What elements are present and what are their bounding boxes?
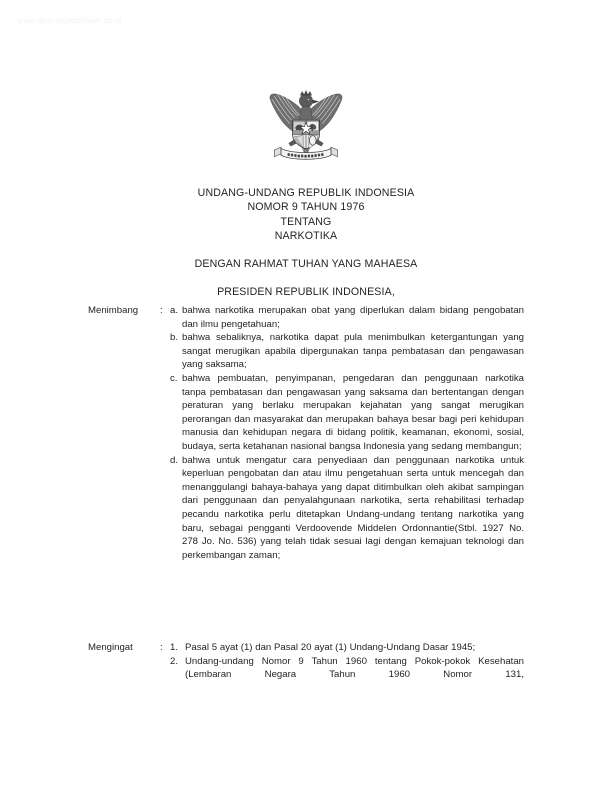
title-spacer-2 [0, 271, 612, 285]
item-text: Pasal 5 ayat (1) dan Pasal 20 ayat (1) Undang-Undang Dasar 1945; [185, 642, 476, 653]
item-marker: c. [170, 372, 178, 384]
invocation-line: DENGAN RAHMAT TUHAN YANG MAHAESA [194, 258, 418, 271]
item-marker: a. [170, 305, 179, 316]
item-text: bahwa sebaliknya, narkotika dapat pula menimbulkan ketergantungan yang sangat merugikan apabila dipergunakan tanpa pembatasan dan pengawasan yang saksama; [182, 332, 524, 371]
menimbang-colon: : [160, 305, 163, 316]
page-title: UNDANG-UNDANG REPUBLIK INDONESIA [197, 187, 415, 199]
document-title-block [0, 186, 612, 300]
title-tentang-label: TENTANG [280, 215, 332, 228]
item-text: bahwa narkotika merupakan obat yang diperlukan dalam bidang pengobatan dan ilmu pengetahuan; [182, 305, 524, 330]
issuing-authority: PRESIDEN REPUBLIK INDONESIA, [217, 286, 395, 299]
site-watermark: www.djpp.depkumham.go.id [17, 16, 122, 25]
item-marker: b. [170, 332, 179, 344]
list-item [170, 641, 524, 655]
menimbang-section [88, 304, 524, 562]
item-marker: 1. [170, 642, 179, 653]
garuda-pancasila-emblem [258, 78, 354, 174]
mengingat-row [88, 641, 524, 682]
document-number: NOMOR 9 TAHUN 1976 [247, 201, 365, 214]
menimbang-item-list [170, 304, 524, 562]
item-marker: 2. [170, 655, 179, 667]
list-item [170, 372, 524, 454]
item-text: Undang-undang Nomor 9 Tahun 1960 tentang Pokok-pokok Kesehatan (Lembaran Negara Tahun 1960 Nomor 131, [185, 655, 524, 681]
title-spacer-1 [0, 243, 612, 257]
menimbang-label: Menimbang [88, 305, 139, 316]
emblem-container [0, 78, 612, 174]
list-item [170, 655, 524, 682]
mengingat-label: Mengingat [88, 642, 133, 653]
mengingat-colon: : [160, 642, 163, 653]
item-text: bahwa untuk mengatur cara penyediaan dan penggunaan narkotika untuk keperluan pengobatan dan atau ilmu pengetahuan serta untuk mencegah dan menanggulangi bahaya-bahaya yang dapat ditimbulkan oleh akibat sampingan dari penggunaan dan penyalahgunaan narkotika, serta rehabilitasi terhadap pecandu narkotika perlu ditetapkan Undang-undang tentang narkotika yang baru, sebagai pengganti Verdoovende Middelen Ordonnantie(Stbl. 1927 No. 278 Jo. No. 536) yang telah tidak sesuai lagi dengan kemajuan teknologi dan perkembangan zaman; [182, 454, 524, 561]
item-marker: d. [170, 454, 179, 466]
list-item [170, 331, 524, 372]
document-subject: NARKOTIKA [274, 229, 338, 242]
menimbang-row [88, 304, 524, 562]
mengingat-section [88, 641, 524, 682]
list-item [170, 304, 524, 331]
item-text: bahwa pembuatan, penyimpanan, pengedaran dan penggunaan narkotika tanpa pembatasan dan pengawasan yang saksama dan bertentangan dengan peraturan yang berlaku merupakan kejahatan yang sangat merugikan perorangan dan masyarakat dan merupakan bahaya besar bagi peri kehidupan manusia dan kehidupan negara di bidang politik, keamanan, ekonomi, sosial, budaya, serta ketahanan nasional bangsa Indonesia yang sedang membangun; [182, 372, 524, 452]
list-item [170, 454, 524, 563]
mengingat-item-list [170, 641, 524, 682]
